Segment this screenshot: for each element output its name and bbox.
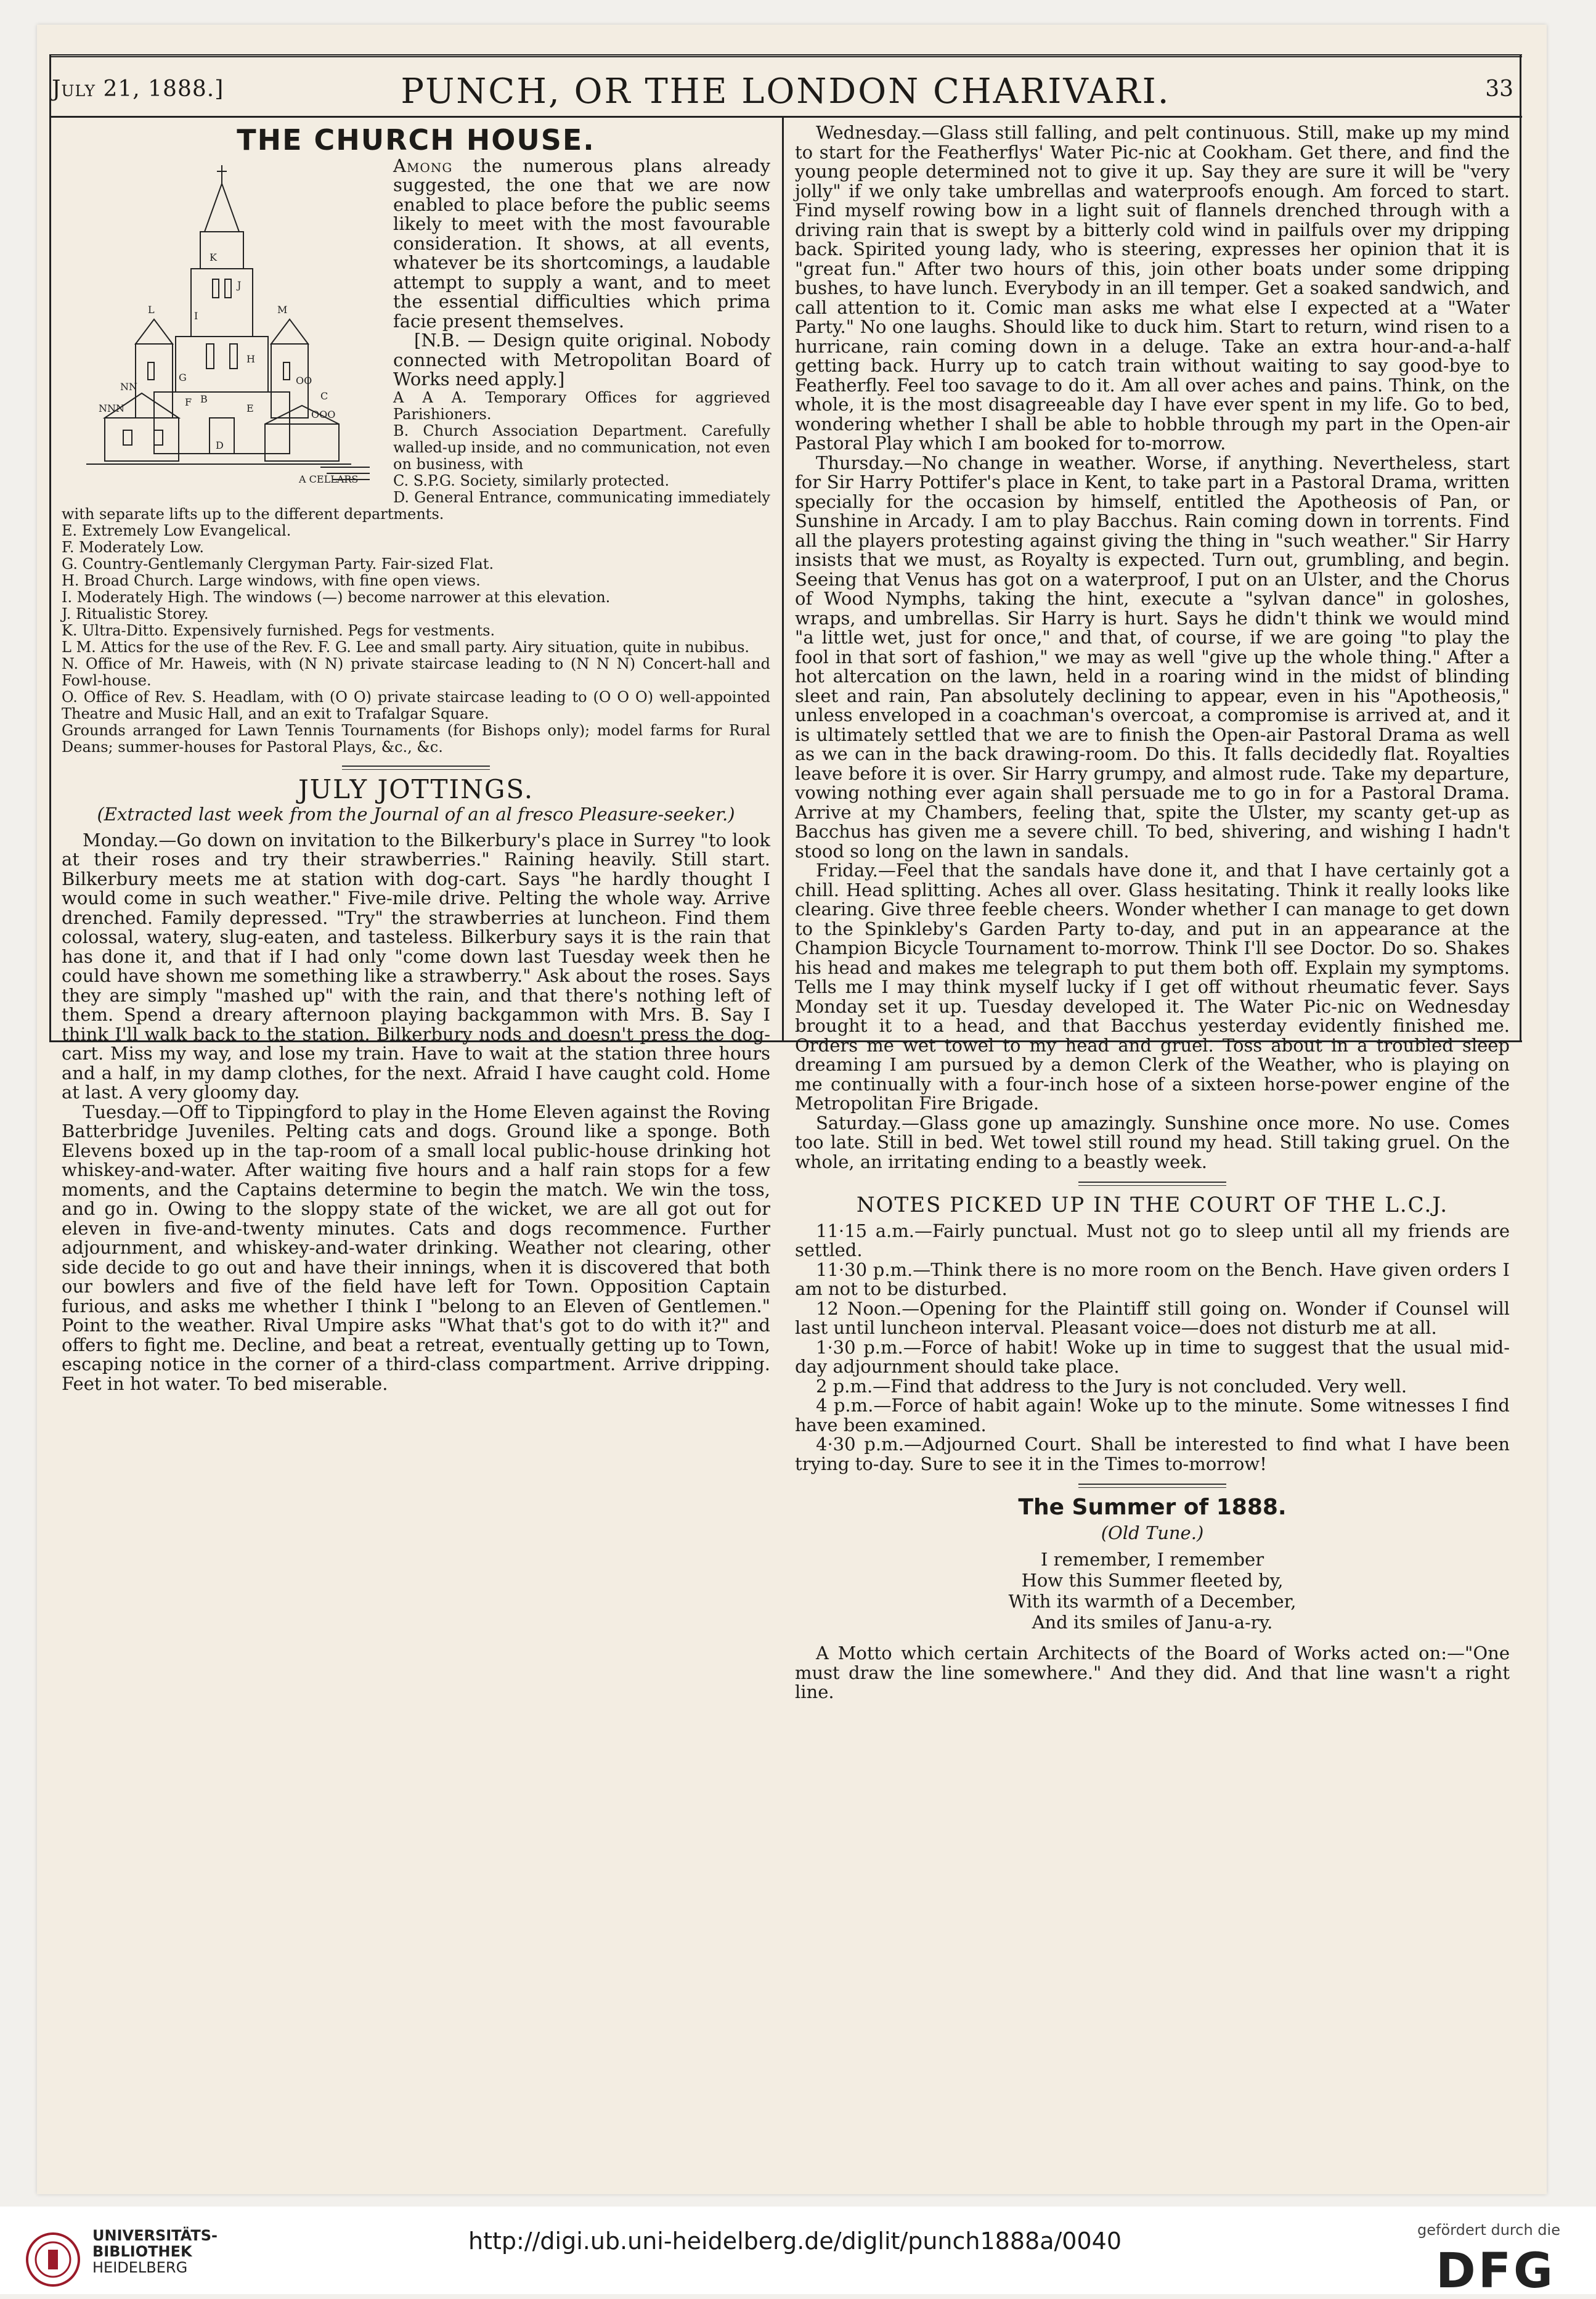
legend-item: F. Moderately Low. [62, 538, 204, 556]
svg-text:L: L [148, 303, 155, 316]
note-item: 11·30 p.m.—Think there is no more room on the Bench. Have given orders I am not to be disturbed. [795, 1259, 1510, 1299]
note-item: 11·15 a.m.—Fairly punctual. Must not go to sleep until all my friends are settled. [795, 1220, 1510, 1260]
legend-item: O. Office of Rev. S. Headlam, with (O O) private staircase leading to (O O O) well-appointed Theatre and Music Hall, and an exit to Trafalgar Square. [62, 688, 770, 722]
svg-text:H: H [246, 353, 255, 365]
svg-text:G: G [179, 371, 187, 383]
notes-heading: NOTES PICKED UP IN THE COURT OF THE L.C.J. [856, 1193, 1449, 1217]
church-house-illustration [62, 159, 382, 492]
right-border [1520, 54, 1521, 1042]
legend-item: K. Ultra-Ditto. Expensively furnished. Pegs for vestments. [62, 621, 495, 639]
note-item: 1·30 p.m.—Force of habit! Woke up in time to suggest that the usual mid-day adjournment should take place. [795, 1336, 1510, 1377]
poem-line: With its warmth of a December, [1008, 1591, 1297, 1612]
july-jottings-heading: JULY JOTTINGS. [298, 774, 534, 804]
poem-line: How this Summer fleeted by, [1021, 1570, 1284, 1591]
svg-text:F: F [185, 396, 192, 408]
dfg-logo: DFG [1436, 2244, 1556, 2299]
jotting-wednesday: Wednesday.—Glass still falling, and pelt continuous. Still, make up my mind to start for the Featherflys' Water Pic-nic at Cookham. Get there, and find the young people determined not to give it up. Say they are sure it will be "very jolly" if we only take umbrellas and waterproofs enough. Am forced to start. Find myself rowing bow in a light suit of flannels drenched through with a driving rain that is swept by a bitterly cold wind in pailfuls over my dripping back. Spirited young lady, who is steering, expresses her opinion that it is "great fun." After two hours of this, join other boats under some dripping bushes, to have lunch. Everybody in an ill temper. Get a soaked sandwich, and call attention to it. Comic man asks me what else I expected at a "Water Party." No one laughs. Should like to duck him. Start to return, wind risen to a hurricane, rain coming down in a deluge. Take an extra hour-and-a-half getting back. Hurry up to catch train without waiting to say good-bye to Featherfly. Feel too savage to do it. Am all over aches and pains. Think, on the whole, it is the most disagreeable day I have ever spent in my life. Go to bed, wondering whether I shall be able to hobble through my part in the Open-air Pastoral Play which I am booked for to-morrow. [795, 122, 1510, 454]
column-divider [782, 117, 784, 1040]
poem-subtitle: (Old Tune.) [1101, 1522, 1204, 1543]
section-separator [342, 766, 490, 770]
univ-line-1: UNIVERSITÄTS- [92, 2227, 218, 2244]
svg-text:NN: NN [120, 380, 137, 393]
note-item: 12 Noon.—Opening for the Plaintiff still going on. Wonder if Counsel will last until luncheon interval. Pleasant voice—does not disturb me at all. [795, 1297, 1510, 1338]
legend-item: C. S.P.G. Society, similarly protected. [393, 472, 670, 489]
svg-text:M: M [277, 303, 288, 316]
legend-item: G. Country-Gentlemanly Clergyman Party. Fair-sized Flat. [62, 555, 494, 573]
svg-text:B: B [200, 393, 208, 405]
legend-item: N. Office of Mr. Haweis, with (N N) private staircase leading to (N N N) Concert-hall and Fowl-house. [62, 655, 770, 689]
svg-text:A CELLARS: A CELLARS [299, 473, 359, 485]
church-house-heading: THE CHURCH HOUSE. [237, 123, 595, 157]
page-number: 33 [1485, 76, 1513, 102]
jotting-tuesday: Tuesday.—Off to Tippingford to play in the Home Eleven against the Roving Batterbridge Juveniles. Pelting cats and dogs. Ground like a sponge. Both Elevens boxed up in the tap-room of a small local public-house drinking hot whiskey-and-water. After waiting five hours and a half rain stops for a few moments, and the Captains determine to begin the match. We win the toss, and go in. Owing to the sloppy state of the wicket, we are all got out for eleven in five-and-twenty minutes. Cats and dogs recommence. Further adjournment, and whiskey-and-water drinking. Weather not clearing, other side decide to go out and have their innings, when it is discovered that both our bowlers and five of the field have left for Town. Opposition Captain furious, and asks me whether I think I "belong to an Eleven of Gentlemen." Point to the weather. Rival Umpire asks "What that's got to do with it?" and offers to fight me. Decline, and beat a retreat, eventually getting up to Town, escaping notice in the corner of a third-class compartment. Arrive dripping. Feet in hot water. To bed miserable. [62, 1101, 770, 1394]
source-url-link[interactable]: http://digi.ub.uni-heidelberg.de/diglit/punch1888a/0040 [468, 2228, 1122, 2255]
header-rule [49, 116, 1522, 118]
poem-heading: The Summer of 1888. [1018, 1495, 1287, 1520]
svg-text:NNN: NNN [99, 402, 124, 414]
funding-note: gefördert durch die [1417, 2221, 1560, 2239]
university-library-name [92, 2228, 218, 2276]
university-seal-icon [25, 2231, 81, 2288]
note-item: 2 p.m.—Find that address to the Jury is not concluded. Very well. [816, 1375, 1407, 1397]
intro-lead: Among [393, 155, 453, 176]
svg-text:I: I [194, 309, 198, 322]
poem-line: And its smiles of Janu-a-ry. [1032, 1612, 1273, 1633]
legend-item: Grounds arranged for Lawn Tennis Tournaments (for Bishops only); model farms for Rural Deans; summer-houses for Pastoral Plays, &c., &c. [62, 721, 770, 756]
univ-line-3: HEIDELBERG [92, 2259, 188, 2276]
church-note: [N.B. — Design quite original. Nobody connected with Metropolitan Board of Works need apply.] [393, 330, 770, 390]
legend-item: D. General Entrance, communicating immediately with separate lifts up to the different departments. [62, 488, 770, 523]
section-separator [1078, 1484, 1226, 1488]
motto-paragraph: A Motto which certain Architects of the Board of Works acted on:—"One must draw the line somewhere." And they did. And that line wasn't a right line. [795, 1643, 1510, 1702]
svg-text:K: K [210, 251, 217, 263]
jotting-monday: Monday.—Go down on invitation to the Bilkerbury's place in Surrey "to look at their roses and try their strawberries." Raining heavily. Still start. Bilkerbury meets me at station with dog-cart. Says "he hardly thought I would come in such weather." Five-mile drive. Pelting the whole way. Arrive drenched. Family depressed. "Try" the strawberries at luncheon. Find them colossal, watery, slug-eaten, and tasteless. Bilkerbury says it is the rain that has done it, and that if I had only "come down last Tuesday week then he could have shown me something like a strawberry." Ask about the roses. Says they are simply "mashed up" with the rain, and that there's nothing left of them. Spend a dreary afternoon playing backgammon with Mrs. B. Say I think I'll walk back to the station. Bilkerbury nods and doesn't press the dog-cart. Miss my way, and lose my train. Have to wait at the station three hours and a half, in my damp clothes, for the next. Afraid I have caught cold. Home at last. A very gloomy day. [62, 829, 770, 1103]
right-column [795, 123, 1510, 1702]
issue-date: July 21, 1888.] [52, 76, 224, 102]
legend-item: B. Church Association Department. Carefully walled-up inside, and no communication, not even on business, with [393, 422, 770, 473]
section-separator [1078, 1182, 1226, 1186]
left-border [49, 54, 51, 1042]
masthead-title: PUNCH, OR THE LONDON CHARIVARI. [401, 71, 1171, 112]
left-column [62, 123, 770, 1394]
svg-text:J: J [237, 279, 242, 291]
jotting-friday: Friday.—Feel that the sandals have done it, and that I have certainly got a chill. Head splitting. Aches all over. Glass hesitating. Think it really looks like clearing. Give three feeble cheers. Wonder whether I can manage to get down to the Spinkleby's Garden Party to-day, and put in an appearance at the Champion Bicycle Tournament to-morrow. Think I'll see Doctor. Do so. Shakes his head and makes me telegraph to put them both off. Explain my symptoms. Tells me I may think myself lucky if I get off without rheumatic fever. Says Monday set it up. Tuesday developed it. The Water Pic-nic on Wednesday brought it to a head, and that Bacchus yesterday evidently finished me. Orders me wet towel to my head and gruel. Toss about in a troubled sleep dreaming I am pursued by a demon Clerk of the Weather, who is playing on me continually with a four-inch hose of a sixteen horse-power engine of the Metropolitan Fire Brigade. [795, 860, 1510, 1114]
jotting-thursday: Thursday.—No change in weather. Worse, if anything. Nevertheless, start for Sir Harry Pottifer's place in Kent, to take part in a Pastoral Drama, written specially for the occasion by himself, entitled the Apotheosis of Pan, or Sunshine in Arcady. I am to play Bacchus. Rain coming down in torrents. Find all the players protesting against giving the thing in "such weather." Sir Harry insists that we must, as Royalty is expected. Turn out, grumbling, and begin. Seeing that Venus has got on a waterproof, I put on an Ulster, and the Chorus of Wood Nymphs, taking the hint, execute a "sylvan dance" in goloshes, wraps, and umbrellas. Sir Harry is hurt. Says he didn't think we would mind "a little wet, just for once," and that, of course, if we are going "to play the fool in that sort of fashion," we may as well "give up the whole thing." After a hot altercation on the lawn, held in a roaring wind in the midst of blinding sleet and rain, Pan absolutely declining to appear, even in his "Apotheosis," unless enveloped in a coachman's overcoat, a compromise is arrived at, and it is ultimately settled that we are to finish the Open-air Pastoral Drama as well as we can in the back drawing-room. Do this. It falls decidedly flat. Royalties leave before it is over. Sir Harry grumpy, and almost rude. Take my departure, vowing nothing ever again shall persuade me to go in for a Pastoral Drama. Arrive at my Chambers, feeling that, spite the Ulster, my scanty get-up as Bacchus has given me a severe chill. To bed, shivering, and wishing I hadn't stood so long on the lawn in sandals. [795, 452, 1510, 862]
legend-item: E. Extremely Low Evangelical. [62, 521, 291, 539]
svg-text:OO: OO [296, 374, 312, 386]
church-drawing [62, 159, 382, 492]
legend-item: L M. Attics for the use of the Rev. F. G. Lee and small party. Airy situation, quite in nubibus. [62, 638, 750, 656]
poem-line: I remember, I remember [1040, 1549, 1264, 1570]
page-header [49, 62, 1522, 116]
legend-item: A A A. Temporary Offices for aggrieved Parishioners. [393, 388, 770, 423]
legend-item: H. Broad Church. Large windows, with fine open views. [62, 571, 481, 589]
jotting-saturday: Saturday.—Glass gone up amazingly. Sunshine once more. No use. Comes too late. Still in bed. Wet towel still round my head. Still taking gruel. On the whole, an irritating ending to a beastly week. [795, 1112, 1510, 1172]
univ-line-2: BIBLIOTHEK [92, 2243, 192, 2260]
poem-verse [795, 1549, 1510, 1633]
top-rule [49, 54, 1522, 57]
legend-item: J. Ritualistic Storey. [62, 605, 209, 623]
note-item: 4·30 p.m.—Adjourned Court. Shall be interested to find what I have been trying to-day. Sure to see it in the Times to-morrow! [795, 1434, 1510, 1474]
svg-text:OOO: OOO [311, 408, 336, 420]
svg-text:D: D [216, 439, 224, 451]
note-item: 4 p.m.—Force of habit again! Woke up to the minute. Some witnesses I find have been examined. [795, 1395, 1510, 1435]
legend-item: I. Moderately High. The windows (—) become narrower at this elevation. [62, 588, 611, 606]
svg-text:C: C [320, 390, 328, 402]
jottings-subtitle: (Extracted last week from the Journal of an al fresco Pleasure-seeker.) [97, 804, 735, 825]
church-intro: the numerous plans already suggested, the one that we are now enabled to place before the public seems likely to meet with the most favourable consideration. It shows, at all events, whatever be its shortcomings, a laudable attempt to supply a want, and to meet the essential difficulties which prima facie present themselves. [393, 155, 770, 332]
svg-text:E: E [246, 402, 254, 414]
